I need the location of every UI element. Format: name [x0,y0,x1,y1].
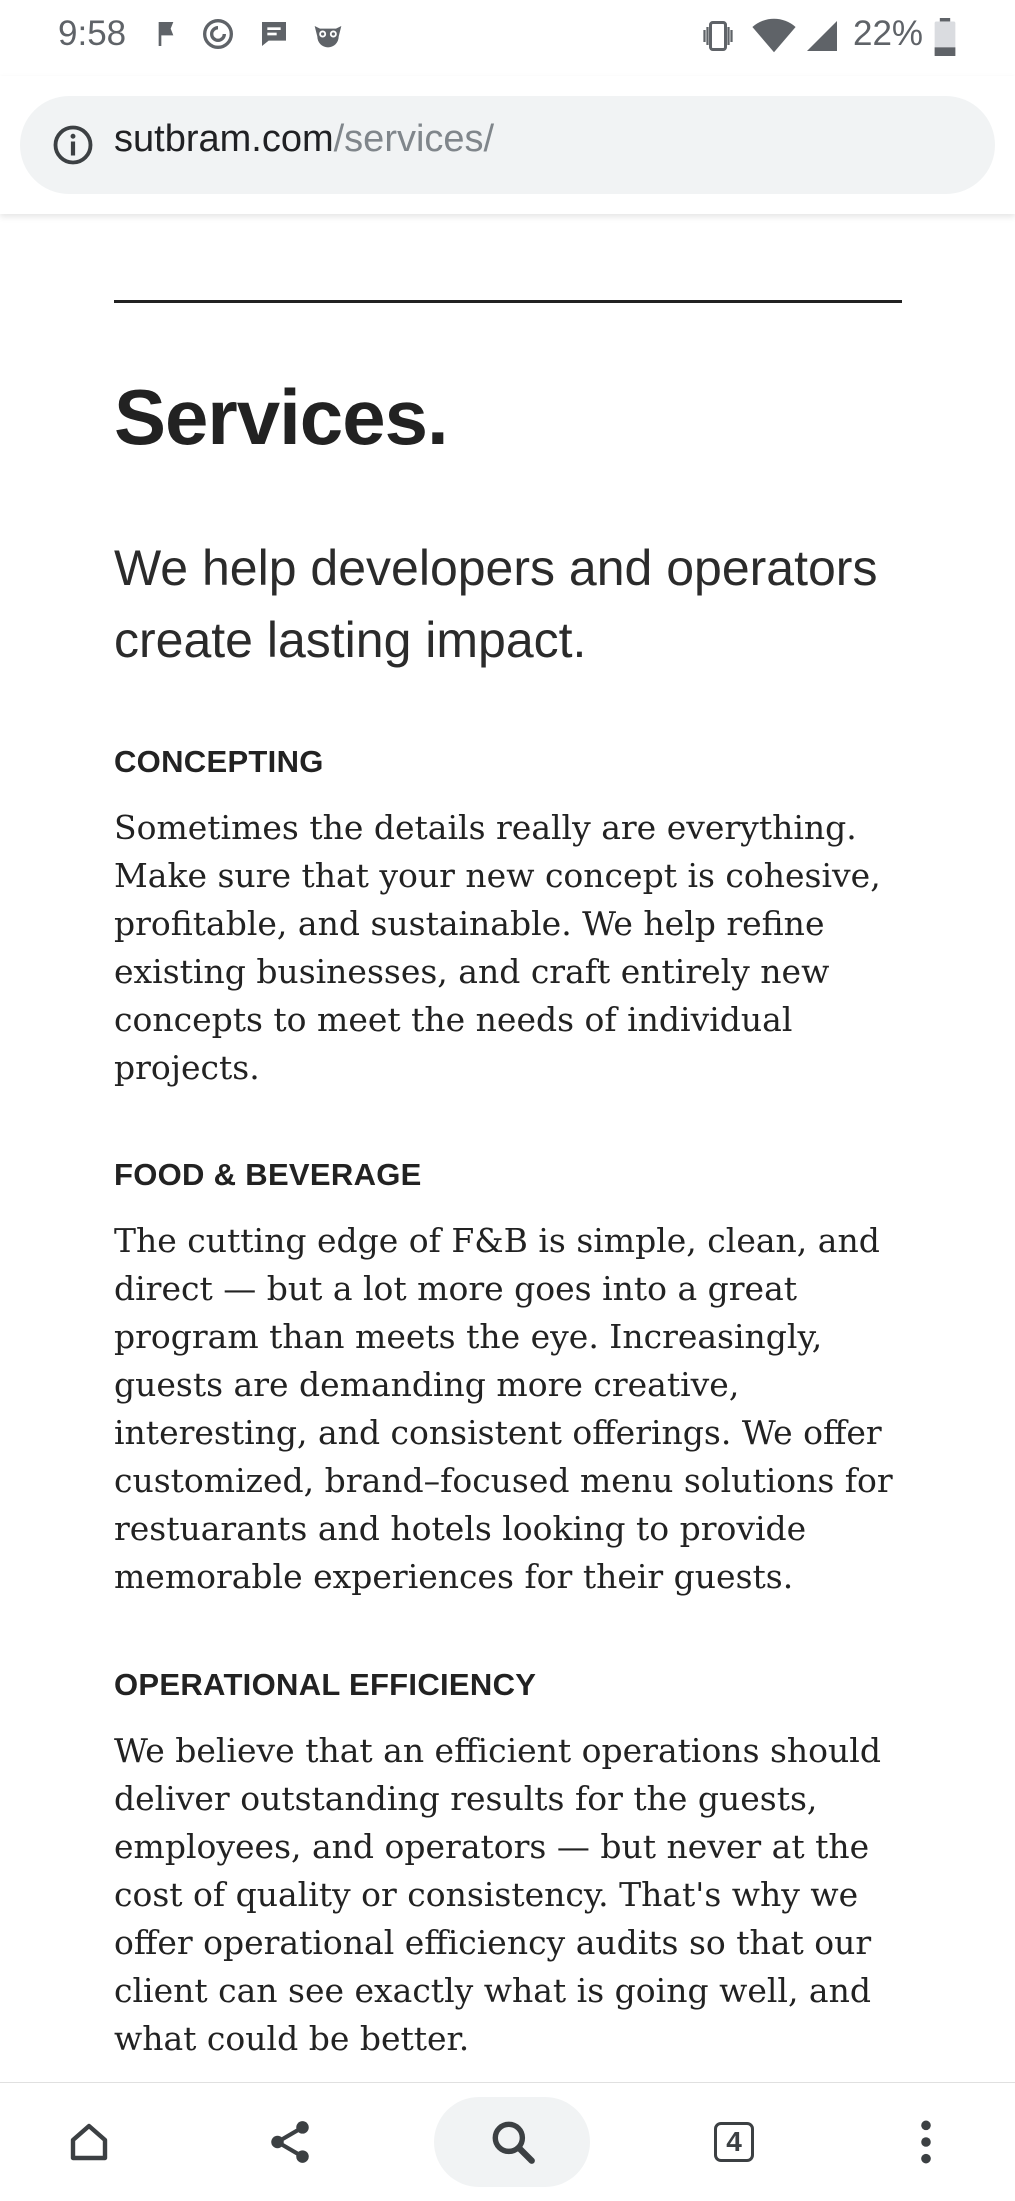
status-time: 9:58 [58,14,127,53]
section-body-concepting: Sometimes the details really are everything. Make sure that your new concept is cohesive, profitable, and sustainable. We help refine existing businesses, and craft entirely new concepts to meet the needs of individual projects. [114,808,881,1087]
search-button[interactable] [434,2097,590,2187]
section-heading-food-beverage: FOOD & BEVERAGE [114,1157,422,1192]
page-lead: We help developers and operators create lasting impact. [114,540,878,668]
home-button[interactable] [29,2083,149,2201]
info-icon[interactable] [52,124,94,166]
browser-toolbar [0,76,1015,214]
page-title: Services. [114,373,448,461]
section-heading-concepting: CONCEPTING [114,744,324,779]
more-button[interactable] [866,2083,986,2201]
chat-message-icon [258,18,290,50]
signal-icon [804,18,840,54]
more-vert-icon [906,2117,946,2167]
flag-icon [152,18,184,50]
section-body-food-beverage: The cutting edge of F&B is simple, clean, and direct — but a lot more goes into a great program than meets the eye. Increasingly, guests are demanding more creative, interesting, and consistent offerings. We offer customized, brand–focused menu solutions for restuarants and hotels looking to provide memorable experiences for their guests. [114,1221,893,1596]
status-bar [0,0,1015,76]
share-button[interactable] [230,2083,350,2201]
url-path: /services/ [333,118,495,160]
divider [114,300,902,303]
section-body-operational-efficiency: We believe that an efficient operations should deliver outstanding results for the guests, employees, and operators — but never at the cost of quality or consistency. That's why we offer operational efficiency audits so that our client can see exactly what is going well, and what could be better. [114,1731,881,2058]
pocket-casts-icon [202,18,234,50]
vibrate-icon [700,18,736,54]
wifi-icon [752,18,796,54]
owl-icon [312,18,344,50]
url-text[interactable] [114,118,494,161]
battery-percent: 22% [853,14,924,53]
share-icon [265,2117,315,2167]
bottom-toolbar [0,2082,1015,2201]
address-bar[interactable] [20,96,995,194]
tab-count: 4 [726,2126,742,2157]
url-domain: sutbram.com [114,118,334,160]
tabs-button[interactable] [674,2083,794,2201]
tabs-icon [714,2122,754,2162]
search-icon [488,2117,538,2167]
section-heading-operational-efficiency: OPERATIONAL EFFICIENCY [114,1667,537,1702]
home-icon [65,2118,113,2166]
battery-icon [934,18,956,56]
